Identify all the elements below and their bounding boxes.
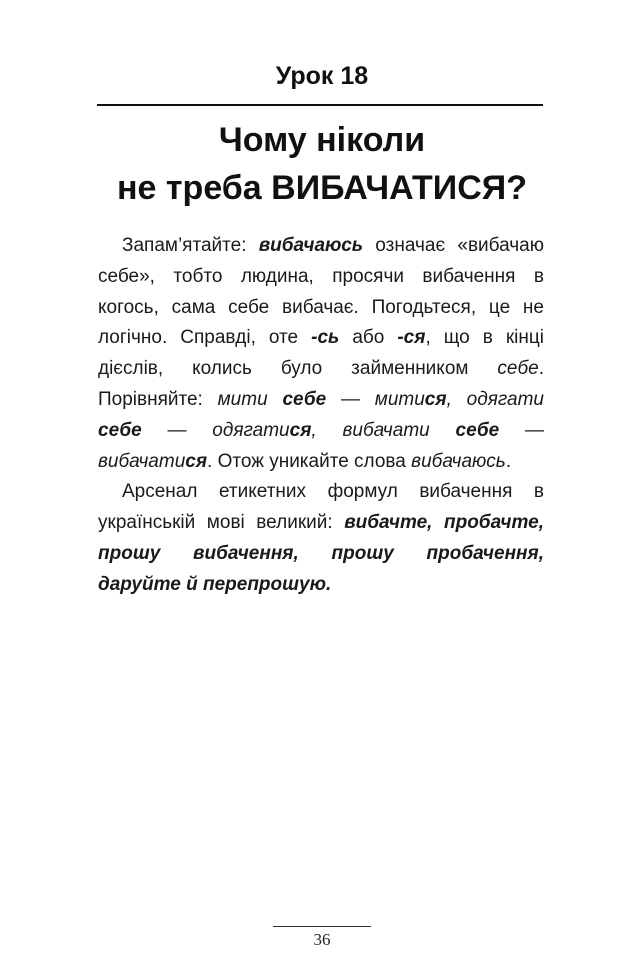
page-title <box>60 116 584 212</box>
example-result <box>212 420 311 441</box>
title-line-1: Чому ніколи <box>218 121 426 159</box>
footer-divider <box>273 926 371 927</box>
text-run: або <box>339 327 398 349</box>
text-run: Запам’ятайте: <box>122 235 259 256</box>
dash: — <box>141 419 213 441</box>
text-run: , що в кінці дієслів, колись було займенником <box>98 327 544 380</box>
example-stem: вибачати <box>98 450 186 472</box>
text-run: . Порівняйте: <box>98 358 544 410</box>
dash: — <box>499 419 545 441</box>
text-run: . Отож уникайте слова <box>207 450 412 472</box>
example-verb: мити <box>217 388 268 410</box>
example-verb: одягати <box>466 388 544 410</box>
emphasis-suffix: -сь <box>311 327 340 349</box>
body-text <box>98 231 544 601</box>
example-stem: одягати <box>212 419 290 441</box>
text-run: Арсенал етикетних формул вибачення в українській мові великий: <box>98 481 544 534</box>
example-suffix: ся <box>289 419 312 441</box>
emphasis-word: вибачаюсь <box>258 235 364 256</box>
page-number: 36 <box>313 930 331 949</box>
paragraph-2 <box>98 477 544 600</box>
example-pronoun: себе <box>98 419 142 441</box>
example-suffix: ся <box>185 450 208 472</box>
example-result <box>375 389 447 410</box>
example-result <box>98 451 207 472</box>
example-stem: мити <box>374 388 425 410</box>
example-verb: вибачати <box>342 419 430 441</box>
title-line-2: не треба ВИБАЧАТИСЯ? <box>117 169 527 207</box>
italic-word: себе <box>497 358 539 380</box>
italic-word: вибачаюсь <box>411 450 506 472</box>
example-pronoun: себе <box>282 388 327 410</box>
text-run: означає «вибачаю себе», тобто людина, просячи вибачення в когось, сама себе вибачає. Погодьтеся, це не логічно. Справді, оте <box>98 235 544 349</box>
header-divider <box>97 104 543 106</box>
comma: , <box>311 419 343 441</box>
dash: — <box>326 388 375 410</box>
example-pronoun: себе <box>455 419 500 441</box>
comma: , <box>446 388 467 410</box>
paragraph-1 <box>98 231 544 477</box>
apology-formulas: вибачте, пробачте, прошу вибачення, прошу пробачення, даруйте й перепрошую. <box>98 512 544 595</box>
example-suffix: ся <box>424 388 447 410</box>
lesson-label: Урок 18 <box>275 62 369 90</box>
text-run: . <box>505 450 512 472</box>
emphasis-suffix: -ся <box>397 327 426 349</box>
